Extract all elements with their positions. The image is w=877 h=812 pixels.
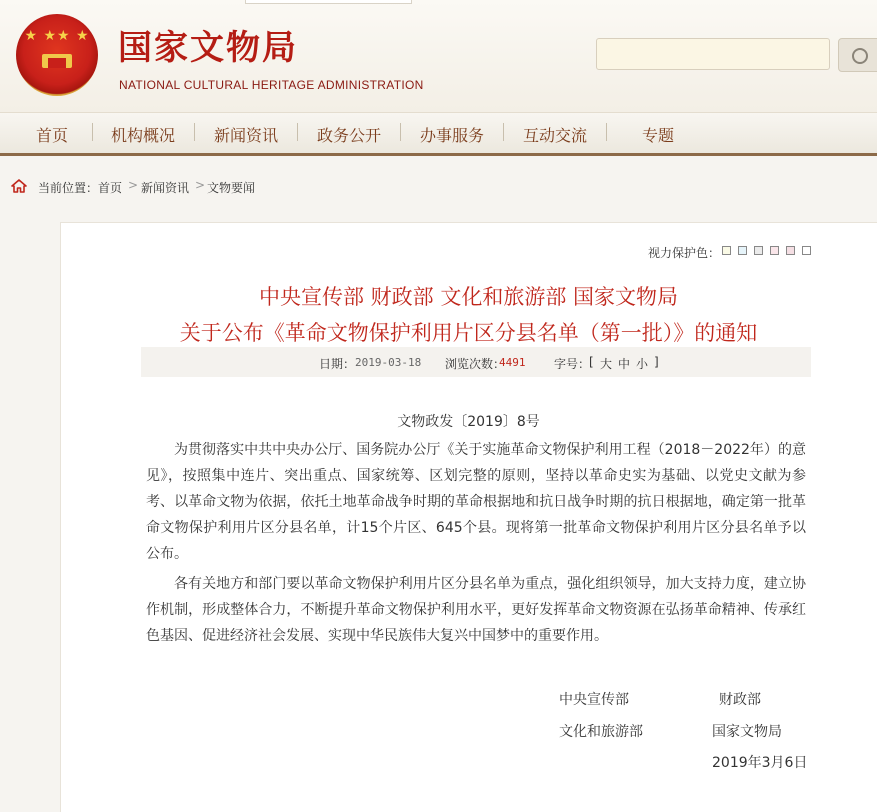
nav-separator (503, 123, 504, 141)
signature-heritage-administration: 国家文物局 (712, 724, 782, 740)
chevron-right-icon: > (195, 178, 206, 192)
vision-swatch-blue[interactable] (738, 246, 747, 255)
article-title-line2: 关于公布《革命文物保护利用片区分县名单（第一批）》的通知 (179, 321, 758, 345)
nav-separator (400, 123, 401, 141)
date-label: 日期： (319, 357, 356, 371)
publish-date: 2019-03-18 (355, 356, 422, 369)
views-label: 浏览次数： (445, 357, 506, 371)
signature-publicity-dept: 中央宣传部 (559, 692, 629, 708)
article-paragraph: 为贯彻落实中共中央办公厅、国务院办公厅《关于实施革命文物保护利用工程（2018－2022年）的意见》，按照集中连片、突出重点、国家统筹、区划完整的原则，坚持以革命史实为基础、以党史文献为参考、以革命文物为依据，依托土地革命战争时期的革命根据地和抗日战争时期的抗日根据地，确定第一批革命文物保护利用片区分县名单，计15个片区、645个县。现将第一批革命文物保护利用片区分县名单予以公布。 (146, 442, 806, 562)
nav-item-interaction[interactable]: 互动交流 (523, 126, 588, 145)
emblem-gate (42, 54, 72, 68)
article-paragraph: 各有关地方和部门要以革命文物保护利用片区分县名单为重点，强化组织领导，加大支持力度，建立协作机制，形成整体合力，不断提升革命文物保护利用水平，更好发挥革命文物资源在弘扬革命精神、传承红色基因、促进经济社会发展、实现中华民族伟大复兴中国梦中的重要作用。 (146, 576, 806, 644)
nav-item-news[interactable]: 新闻资讯 (214, 126, 279, 145)
nav-separator (297, 123, 298, 141)
breadcrumb-news[interactable]: 新闻资讯 (141, 181, 190, 195)
font-size-label: 字号： (554, 357, 591, 371)
signature-culture-tourism-ministry: 文化和旅游部 (559, 724, 643, 740)
signature-finance-ministry: 财政部 (719, 692, 761, 708)
breadcrumb-home[interactable]: 首页 (98, 181, 123, 195)
font-size-bracket-open: [ (589, 355, 594, 369)
view-count: 4491 (499, 356, 526, 369)
vision-protection-label: 视力保护色： (648, 246, 721, 260)
search-input[interactable] (596, 38, 830, 70)
breadcrumb-label: 当前位置： (38, 181, 99, 195)
nav-separator (92, 123, 93, 141)
vision-swatch-yellow[interactable] (722, 246, 731, 255)
font-size-medium-button[interactable]: 中 (618, 357, 631, 371)
font-size-small-button[interactable]: 小 (636, 357, 649, 371)
nav-item-government-affairs[interactable]: 政务公开 (317, 126, 382, 145)
nav-item-services[interactable]: 办事服务 (420, 126, 485, 145)
main-nav (0, 112, 877, 156)
top-utility-tabs[interactable] (245, 0, 412, 4)
font-size-large-button[interactable]: 大 (600, 357, 613, 371)
site-subtitle: NATIONAL CULTURAL HERITAGE ADMINISTRATION (119, 78, 424, 92)
home-icon (11, 179, 27, 193)
font-size-bracket-close: ] (654, 355, 659, 369)
breadcrumb-cultural-news[interactable]: 文物要闻 (207, 181, 256, 195)
national-emblem-logo[interactable] (16, 14, 98, 96)
nav-item-topics[interactable]: 专题 (642, 126, 675, 145)
breadcrumb (0, 166, 877, 206)
chevron-right-icon: > (128, 178, 139, 192)
article-title-line1: 中央宣传部 财政部 文化和旅游部 国家文物局 (258, 285, 679, 309)
emblem-stars: ★ ★★ ★ (24, 28, 90, 44)
site-header (0, 0, 877, 112)
nav-item-home[interactable]: 首页 (36, 126, 69, 145)
signature-date: 2019年3月6日 (712, 755, 808, 771)
vision-swatch-gray[interactable] (754, 246, 763, 255)
site-title[interactable]: 国家文物局 (118, 28, 298, 68)
search-icon (852, 48, 868, 64)
nav-separator (194, 123, 195, 141)
nav-item-about[interactable]: 机构概况 (111, 126, 176, 145)
document-number: 文物政发〔2019〕8号 (397, 414, 540, 430)
nav-separator (606, 123, 607, 141)
search-button[interactable] (838, 38, 877, 72)
vision-swatch-rose[interactable] (786, 246, 795, 255)
vision-swatch-white[interactable] (802, 246, 811, 255)
article-meta (141, 347, 811, 377)
vision-swatch-pink[interactable] (770, 246, 779, 255)
